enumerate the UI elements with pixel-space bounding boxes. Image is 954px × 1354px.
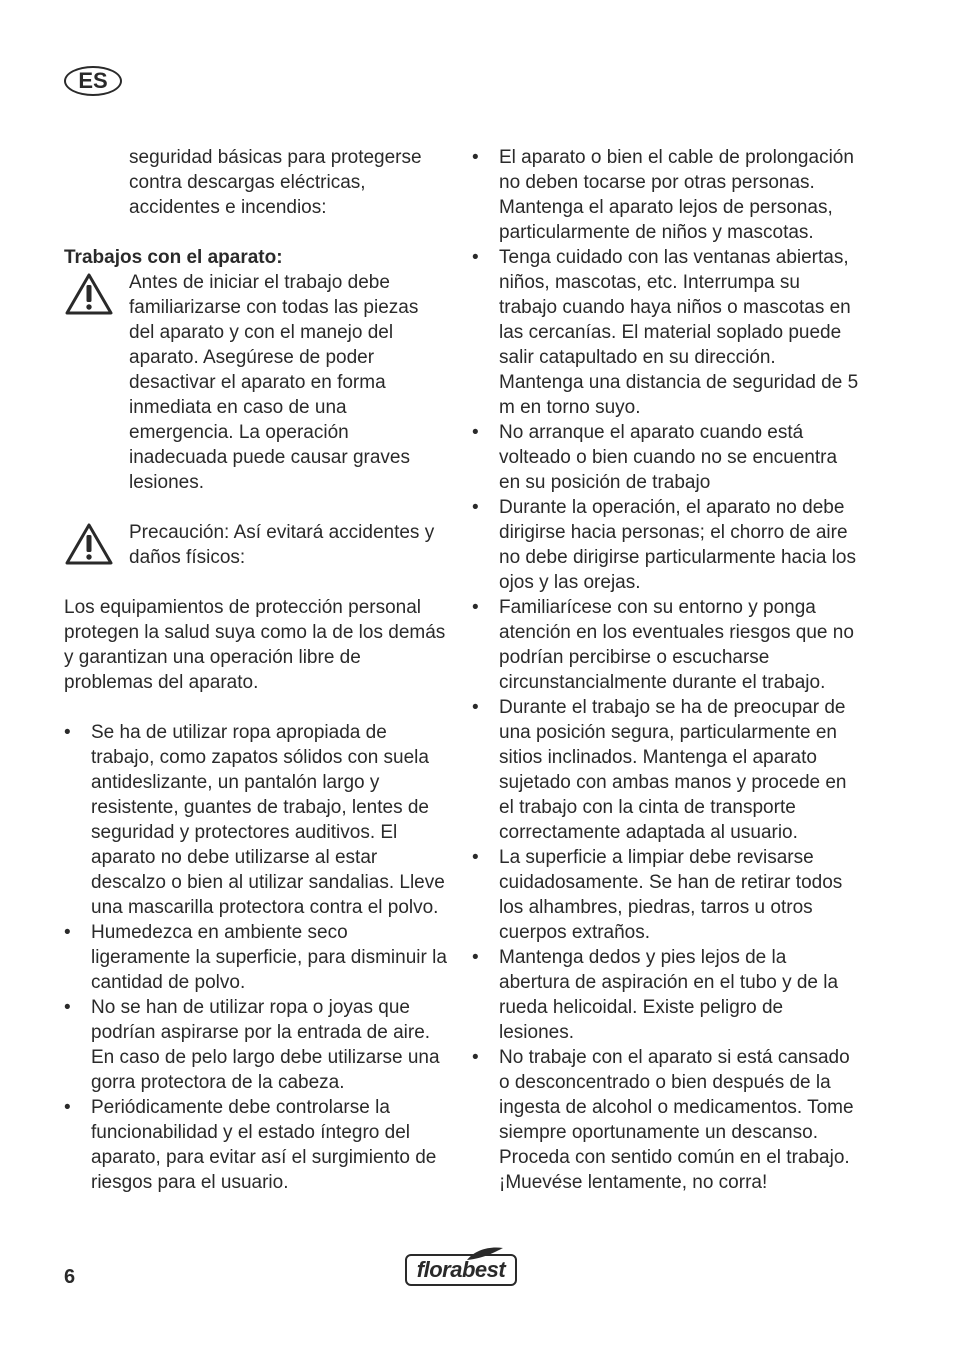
warning-triangle-icon xyxy=(64,272,116,316)
list-item: • Periódicamente debe controlarse la funcionabilidad y el estado íntegro del aparato, para evitar así el surgimiento de riesgos para el usuario. xyxy=(64,1095,448,1195)
warning-text-2: Precaución: Así evitará accidentes y daños físicos: xyxy=(129,522,435,568)
list-item: • La superficie a limpiar debe revisarse cuidadosamente. Se han de retirar todos los alhambres, piedras, tarros u otros cuerpos extraños. xyxy=(472,845,862,945)
list-item: • Mantenga dedos y pies lejos de la abertura de aspiración en el tubo y de la rueda helicoidal. Existe peligro de lesiones. xyxy=(472,945,862,1045)
warning-block-2 xyxy=(64,520,448,570)
list-item: • No se han de utilizar ropa o joyas que podrían aspirarse por la entrada de aire. En caso de pelo largo debe utilizarse una gorra protectora de la cabeza. xyxy=(64,995,448,1095)
brand-logo xyxy=(405,1246,521,1290)
list-item: • No trabaje con el aparato si está cansado o desconcentrado o bien después de la ingesta de alcohol o medicamentos. Tome siempre oportunamente un descanso. Proceda con sentido común en el trabajo. ¡Muevése lentamente, no corra! xyxy=(472,1045,862,1195)
section-heading: Trabajos con el aparato: xyxy=(64,247,283,268)
warning-block-1 xyxy=(64,270,448,495)
warning-text-1: Antes de iniciar el trabajo debe familiarizarse con todas las piezas del aparato y con el manejo del aparato. Asegúrese de poder desactivar el aparato en forma inmediata en caso de una emergencia. La operación inadecuada puede causar graves lesiones. xyxy=(129,272,419,493)
list-item: • No arranque el aparato cuando está volteado o bien cuando no se encuentra en su posición de trabajo xyxy=(472,420,862,495)
language-badge xyxy=(64,66,122,96)
intro-continuation: seguridad básicas para protegerse contra descargas eléctricas, accidentes e incendios: xyxy=(129,147,422,218)
warning-triangle-icon xyxy=(64,522,116,566)
left-bullet-list xyxy=(64,720,448,1195)
list-item: • El aparato o bien el cable de prolongación no deben tocarse por otras personas. Mantenga el aparato lejos de personas, particularmente de niños y mascotas. xyxy=(472,145,862,245)
brand-name: florabest xyxy=(405,1254,517,1286)
page-number: 6 xyxy=(64,1266,76,1288)
left-column xyxy=(64,145,448,1195)
list-item: • Se ha de utilizar ropa apropiada de trabajo, como zapatos sólidos con suela antideslizante, un pantalón largo y resistente, guantes de trabajo, lentes de seguridad y protectores auditivos. El aparato no debe utilizarse al estar descalzo o bien al utilizar sandalias. Lleve una mascarilla protectora contra el polvo. xyxy=(64,720,448,920)
list-item: • Humedezca en ambiente seco ligeramente la superficie, para disminuir la cantidad de polvo. xyxy=(64,920,448,995)
right-bullet-list xyxy=(472,145,862,1195)
list-item: • Familiarícese con su entorno y ponga atención en los eventuales riesgos que no podrían percibirse o escucharse circunstancialmente durante el trabajo. xyxy=(472,595,862,695)
leaf-icon xyxy=(465,1246,505,1262)
protection-paragraph: Los equipamientos de protección personal protegen la salud suya como la de los demás y garantizan una operación libre de problemas del aparato. xyxy=(64,597,446,693)
list-item: • Durante el trabajo se ha de preocupar de una posición segura, particularmente en sitios inclinados. Mantenga el aparato sujetado con ambas manos y procede en el trabajo con la cinta de transporte correctamente adaptada al usuario. xyxy=(472,695,862,845)
right-column xyxy=(472,145,862,1195)
list-item: • Tenga cuidado con las ventanas abiertas, niños, mascotas, etc. Interrumpa su trabajo cuando haya niños o mascotas en las cercanías. El material soplado puede salir catapultado en su dirección. Mantenga una distancia de seguridad de 5 m en torno suyo. xyxy=(472,245,862,420)
language-code: ES xyxy=(78,68,108,93)
list-item: • Durante la operación, el aparato no debe dirigirse hacia personas; el chorro de aire no debe dirigirse particularmente hacia los ojos y las orejas. xyxy=(472,495,862,595)
